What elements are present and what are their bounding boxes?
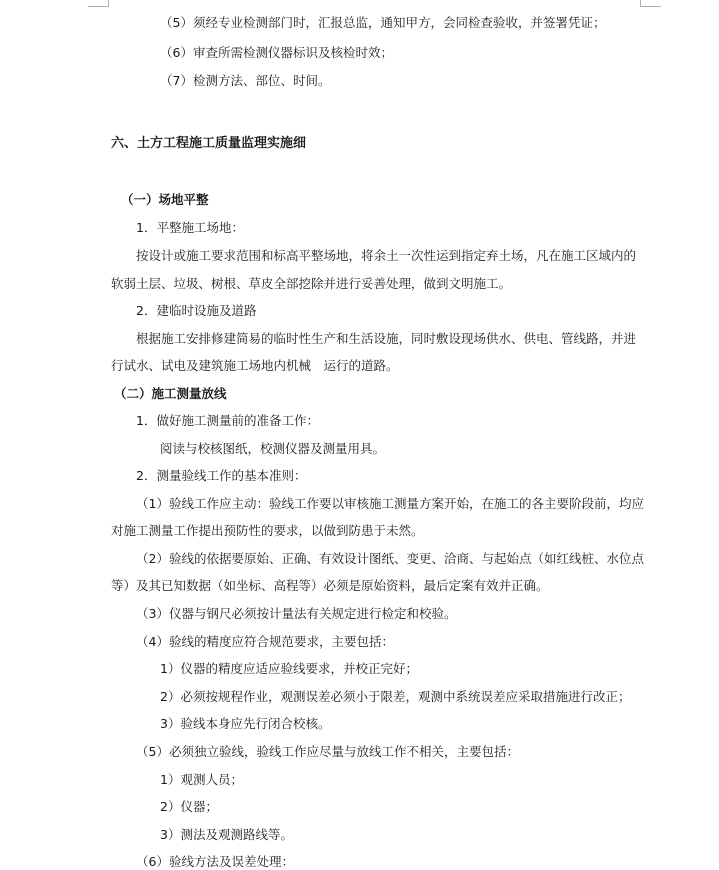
crop-mark-top-left <box>88 0 109 7</box>
list-item: 1）仪器的精度应适应验线要求，并校正完好； <box>160 661 418 676</box>
list-item: 2）必须按规程作业，观测误差必须小于限差，观测中系统误差应采取措施进行改正； <box>160 689 631 704</box>
list-item: 2．建临时设施及道路 <box>136 303 257 318</box>
list-item: 3）验线本身应先行闭合校核。 <box>160 716 331 731</box>
subsection-heading: （一）场地平整 <box>121 192 209 207</box>
list-item: 1）观测人员； <box>160 772 243 787</box>
paragraph-line: 对施工测量工作提出预防性的要求，以做到防患于未然。 <box>111 523 424 538</box>
list-item: 1．平整施工场地： <box>136 220 244 235</box>
list-item: （6）审查所需检测仪器标识及核检时效； <box>160 45 393 60</box>
paragraph-line: 根据施工安排修建简易的临时性生产和生活设施，同时敷设现场供水、供电、管线路，并进 <box>136 331 637 346</box>
subsection-heading: （二）施工测量放线 <box>114 386 227 401</box>
crop-mark-top-right <box>640 0 661 7</box>
list-item: （7）检测方法、部位、时间。 <box>160 73 331 88</box>
list-item: （3）仪器与钢尺必须按计量法有关规定进行检定和校验。 <box>136 606 457 621</box>
list-item: （4）验线的精度应符合规范要求，主要包括： <box>136 634 394 649</box>
paragraph-line: 阅读与校核图纸，校测仪器及测量用具。 <box>160 441 386 456</box>
paragraph-line: （2）验线的依据要原始、正确、有效设计图纸、变更、洽商、与起始点（如红线桩、水位点 <box>136 551 644 566</box>
list-item: 2）仪器； <box>160 799 218 814</box>
section-heading: 六、土方工程施工质量监理实施细 <box>111 136 307 151</box>
paragraph-line: 按设计或施工要求范围和标高平整场地，将余土一次性运到指定弃土场，凡在施工区域内的 <box>136 248 637 263</box>
list-item: 2．测量验线工作的基本准则： <box>136 468 307 483</box>
list-item: （6）验线方法及误差处理： <box>136 854 294 869</box>
paragraph-line: 软弱土层、垃圾、树根、草皮全部挖除并进行妥善处理，做到文明施工。 <box>111 276 512 291</box>
paragraph-line: 等）及其已知数据（如坐标、高程等）必须是原始资料，最后定案有效并正确。 <box>111 578 549 593</box>
list-item: （5）须经专业检测部门时，汇报总监，通知甲方，会同检查验收，并签署凭证； <box>160 15 606 30</box>
list-item: 1．做好施工测量前的准备工作： <box>136 413 319 428</box>
paragraph-line: 行试水、试电及建筑施工场地内机械 运行的道路。 <box>111 358 399 373</box>
paragraph-line: （1）验线工作应主动：验线工作要以审核施工测量方案开始，在施工的各主要阶段前，均应 <box>136 496 644 511</box>
list-item: 3）测法及观测路线等。 <box>160 827 293 842</box>
list-item: （5）必须独立验线，验线工作应尽量与放线工作不相关，主要包括： <box>136 744 519 759</box>
